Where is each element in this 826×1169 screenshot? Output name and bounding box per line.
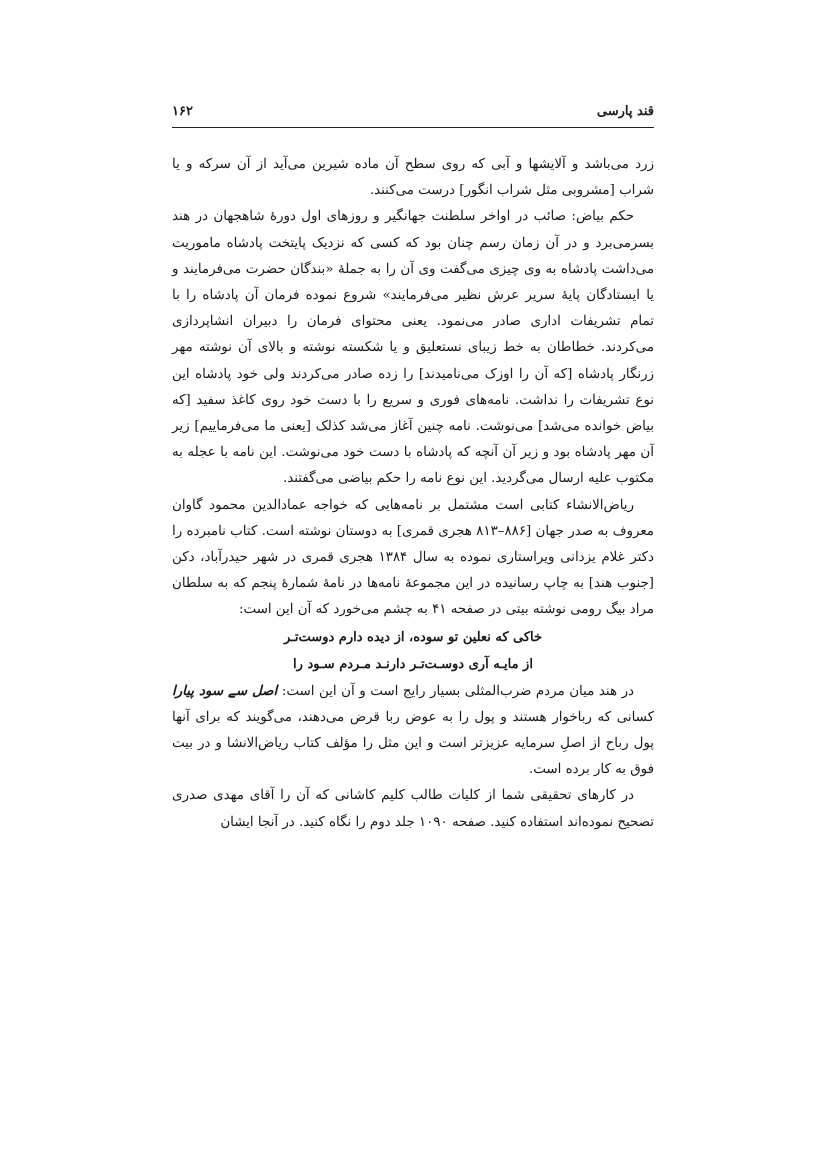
paragraph-4-rest: کسانی که رباخوار هستند و پول را به عوض ربا قرض می‌دهند، می‌گویند که برای آنها پول رباح از اصلِ سرمایه عزیزتر است و این مثل را مؤلف کتاب ریاض‌الانشا و در بیت فوق به کار برده است.	[172, 709, 654, 778]
paragraph-2: حکم بیاض: صائب در اواخر سلطنت جهانگیر و روزهای اول دورهٔ شاهجهان در هند بسرمی‌برد و در آن زمان رسم چنان بود که کسی که نزدیک پایتخت پادشاه ماموریت می‌داشت پادشاه به وی چیزی می‌گفت وی آن را به جملهٔ «بندگان حضرت می‌فرمایند و یا ایستادگان پایهٔ سریر عرش نظیر می‌فرمایند» شروع نموده فرمان آن پادشاه را با تمام تشریفات اداری صادر می‌نمود. یعنی محتوای فرمان را دبیران انشاپردازی می‌کردند. خطاطان به خط زیبای نستعلیق و یا شکسته نوشته و بالای آن نوشته مهر زرنگار پادشاه [که آن را اوزک می‌نامیدند] را زده صادر می‌کردند ولی خود پادشاه این نوع تشریفات را نداشت. نامه‌های فوری و سریع را با دست خود روی کاغذ سفید [که بیاض خوانده می‌شد] می‌نوشت. نامه چنین آغاز می‌شد کذلک [یعنی ما می‌فرماییم] زیر آن مهر پادشاه بود و زیر آن آنچه که پادشاه با دست خود می‌نوشت. این نامه با عجله به مکتوب علیه ارسال می‌گردید. این نوع نامه را حکم بیاضی می‌گفتند.	[172, 209, 654, 487]
proverb: اصل سے سود پیارا	[172, 682, 278, 699]
page-body	[172, 152, 654, 836]
verse-line-2: از مایـه آری دوسـت‌تـر دارنـد مـردم سـود را	[293, 656, 533, 672]
verse-block	[172, 624, 654, 678]
verse-line-1: خاکی که نعلین تو سوده، از دیده دارم دوست‌تـر	[283, 629, 543, 645]
running-title: قند پارسی	[596, 103, 654, 119]
paragraph-4	[172, 678, 654, 784]
paragraph-5: در کارهای تحقیقی شما از کلیات طالب کلیم کاشانی که آن را آقای مهدی صدری تصحیح نموده‌اند استفاده کنید. صفحه ۱۰۹۰ جلد دوم را نگاه کنید. در آنجا ایشان	[172, 788, 654, 830]
header-rule	[172, 127, 654, 128]
page-number: ۱۶۲	[172, 103, 193, 119]
paragraph-4-intro: در هند میان مردم ضرب‌المثلی بسیار رایج است و آن این است:	[277, 683, 634, 699]
paragraph-1: زرد می‌باشد و آلایشها و آبی که روی سطح آن ماده شیرین می‌آید از آن سرکه و یا شراب [مشروبی مثل شراب انگور] درست می‌کنند.	[172, 157, 654, 199]
paragraph-3: ریاض‌الانشاء کتابی است مشتمل بر نامه‌هایی که خواجه عمادالدین محمود گاوان معروف به صدر جهان [۸۸۶–۸۱۳ هجری قمری] به دوستان نوشته است. کتاب نامبرده را دکتر غلام یزدانی ویراستاری نموده به سال ۱۳۸۴ هجری قمری در شهر حیدرآباد، دکن [جنوب هند] به چاپ رسانیده در این مجموعهٔ نامه‌ها در نامهٔ شمارهٔ پنجم که به سلطان مراد بیگ رومی نوشته بیتی در صفحه ۴۱ به چشم می‌خورد که آن این است:	[172, 497, 654, 618]
page-header	[172, 100, 654, 122]
